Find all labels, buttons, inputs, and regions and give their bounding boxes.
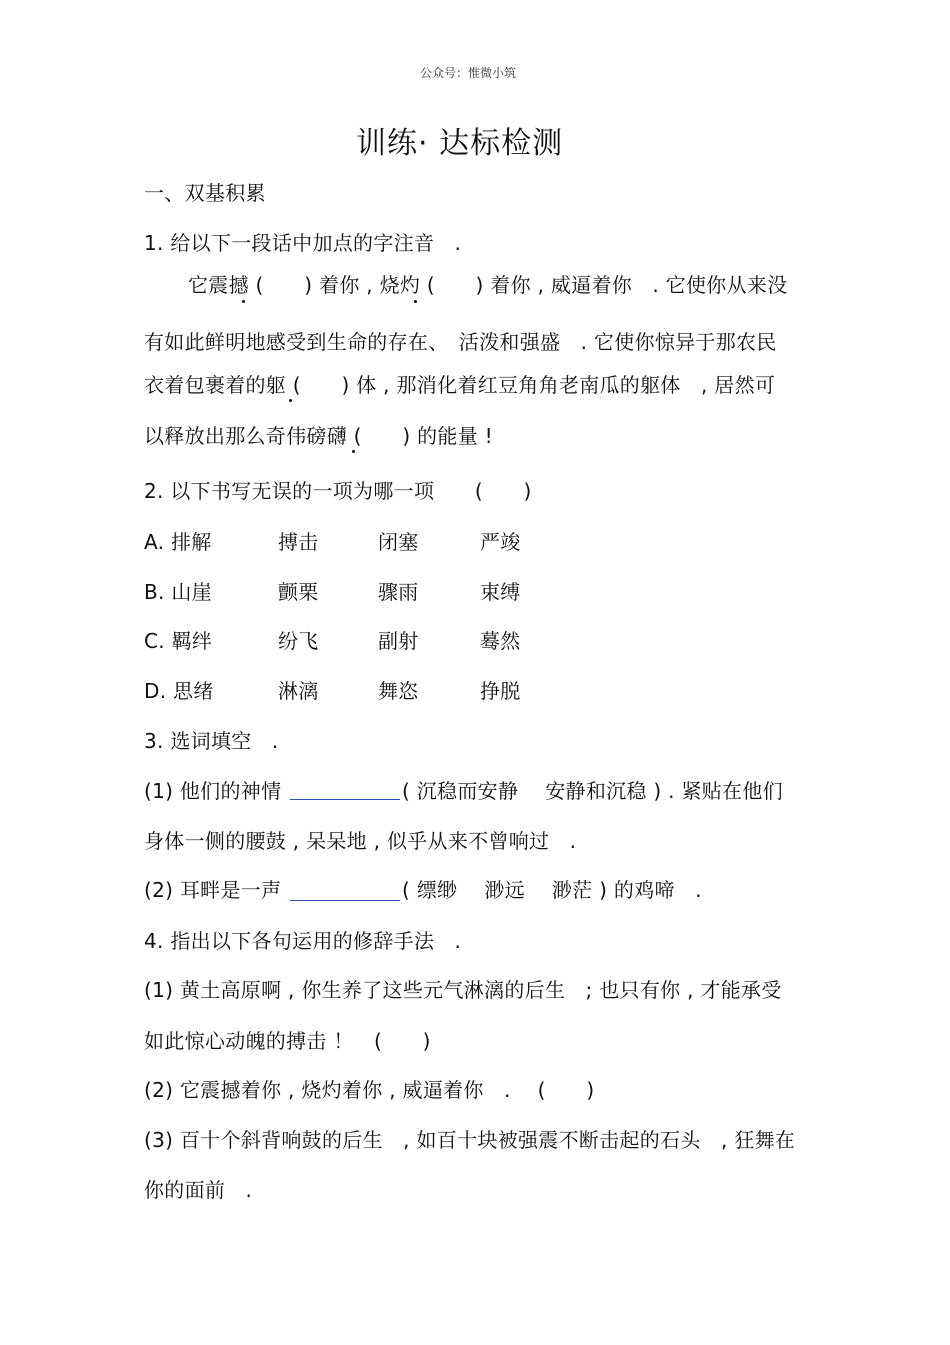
option-c-word-4: 蓦然: [480, 629, 521, 653]
question-4-item-1-line-1: (1) 黄土高原啊 , 你生养了这些元气淋漓的后生 ; 也只有你 , 才能承受: [144, 978, 782, 1002]
question-1-paragraph-line-3: 衣着包裹着的躯 ( ) 体 , 那消化着红豆角角老南瓜的躯体 , 居然可: [144, 373, 776, 397]
emphasis-dot: [414, 300, 417, 303]
option-c-word-3: 副射: [378, 629, 419, 653]
page-title: 训练· 达标检测: [356, 126, 564, 161]
question-3-item-2-choices: ( 缥缈 渺远 渺茫 ) 的鸡啼 .: [402, 878, 702, 902]
fill-in-blank: [290, 900, 400, 901]
emphasis-dot: [289, 399, 292, 402]
option-b-word-3: 骤雨: [378, 580, 419, 604]
question-4-item-2: (2) 它震撼着你 , 烧灼着你 , 威逼着你 . ( ): [144, 1078, 595, 1102]
option-b-label: B. 山崖: [144, 580, 212, 604]
option-a-word-3: 闭塞: [378, 530, 419, 554]
option-a-word-2: 搏击: [278, 530, 319, 554]
option-a-label: A. 排解: [144, 530, 212, 554]
question-4-prompt: 4. 指出以下各句运用的修辞手法 .: [144, 929, 462, 953]
question-1-paragraph-line-2: 有如此鲜明地感受到生命的存在、 活泼和强盛 . 它使你惊异于那农民: [144, 330, 777, 354]
fill-in-blank: [290, 799, 400, 800]
page-header: 公众号：惟微小筑: [420, 66, 517, 80]
question-4-item-3-line-2: 你的面前 .: [144, 1178, 253, 1202]
section-heading: 一、双基积累: [144, 181, 266, 205]
question-1-paragraph-line-4: 以释放出那么奇伟磅礴 ( ) 的能量 !: [144, 424, 493, 448]
option-d-word-2: 淋漓: [278, 679, 319, 703]
option-a-word-4: 严竣: [480, 530, 521, 554]
option-d-word-3: 舞恣: [378, 679, 419, 703]
question-3-item-1-start: (1) 他们的神情: [144, 779, 282, 803]
option-b-word-4: 束缚: [480, 580, 521, 604]
question-3-prompt: 3. 选词填空 .: [144, 729, 279, 753]
question-2-prompt: 2. 以下书写无误的一项为哪一项 ( ): [144, 479, 532, 503]
question-4-item-3-line-1: (3) 百十个斜背响鼓的后生 , 如百十块被强震不断击起的石头 , 狂舞在: [144, 1128, 796, 1152]
question-3-item-2-start: (2) 耳畔是一声: [144, 878, 282, 902]
question-1-paragraph-line-1: 它震撼 ( ) 着你 , 烧灼 ( ) 着你 , 威逼着你 . 它使你从来没: [188, 273, 788, 297]
question-3-item-1-choices: ( 沉稳而安静 安静和沉稳 ) . 紧贴在他们: [402, 779, 783, 803]
emphasis-dot: [352, 450, 355, 453]
question-3-item-1-line-2: 身体一侧的腰鼓 , 呆呆地 , 似乎从来不曾响过 .: [144, 829, 577, 853]
option-d-label: D. 思绪: [144, 679, 214, 703]
question-4-item-1-line-2: 如此惊心动魄的搏击 ！ ( ): [144, 1029, 431, 1053]
option-c-label: C. 羁绊: [144, 629, 213, 653]
option-d-word-4: 挣脱: [480, 679, 521, 703]
option-b-word-2: 颤栗: [278, 580, 319, 604]
question-1-prompt: 1. 给以下一段话中加点的字注音 .: [144, 231, 462, 255]
emphasis-dot: [242, 300, 245, 303]
option-c-word-2: 纷飞: [278, 629, 319, 653]
